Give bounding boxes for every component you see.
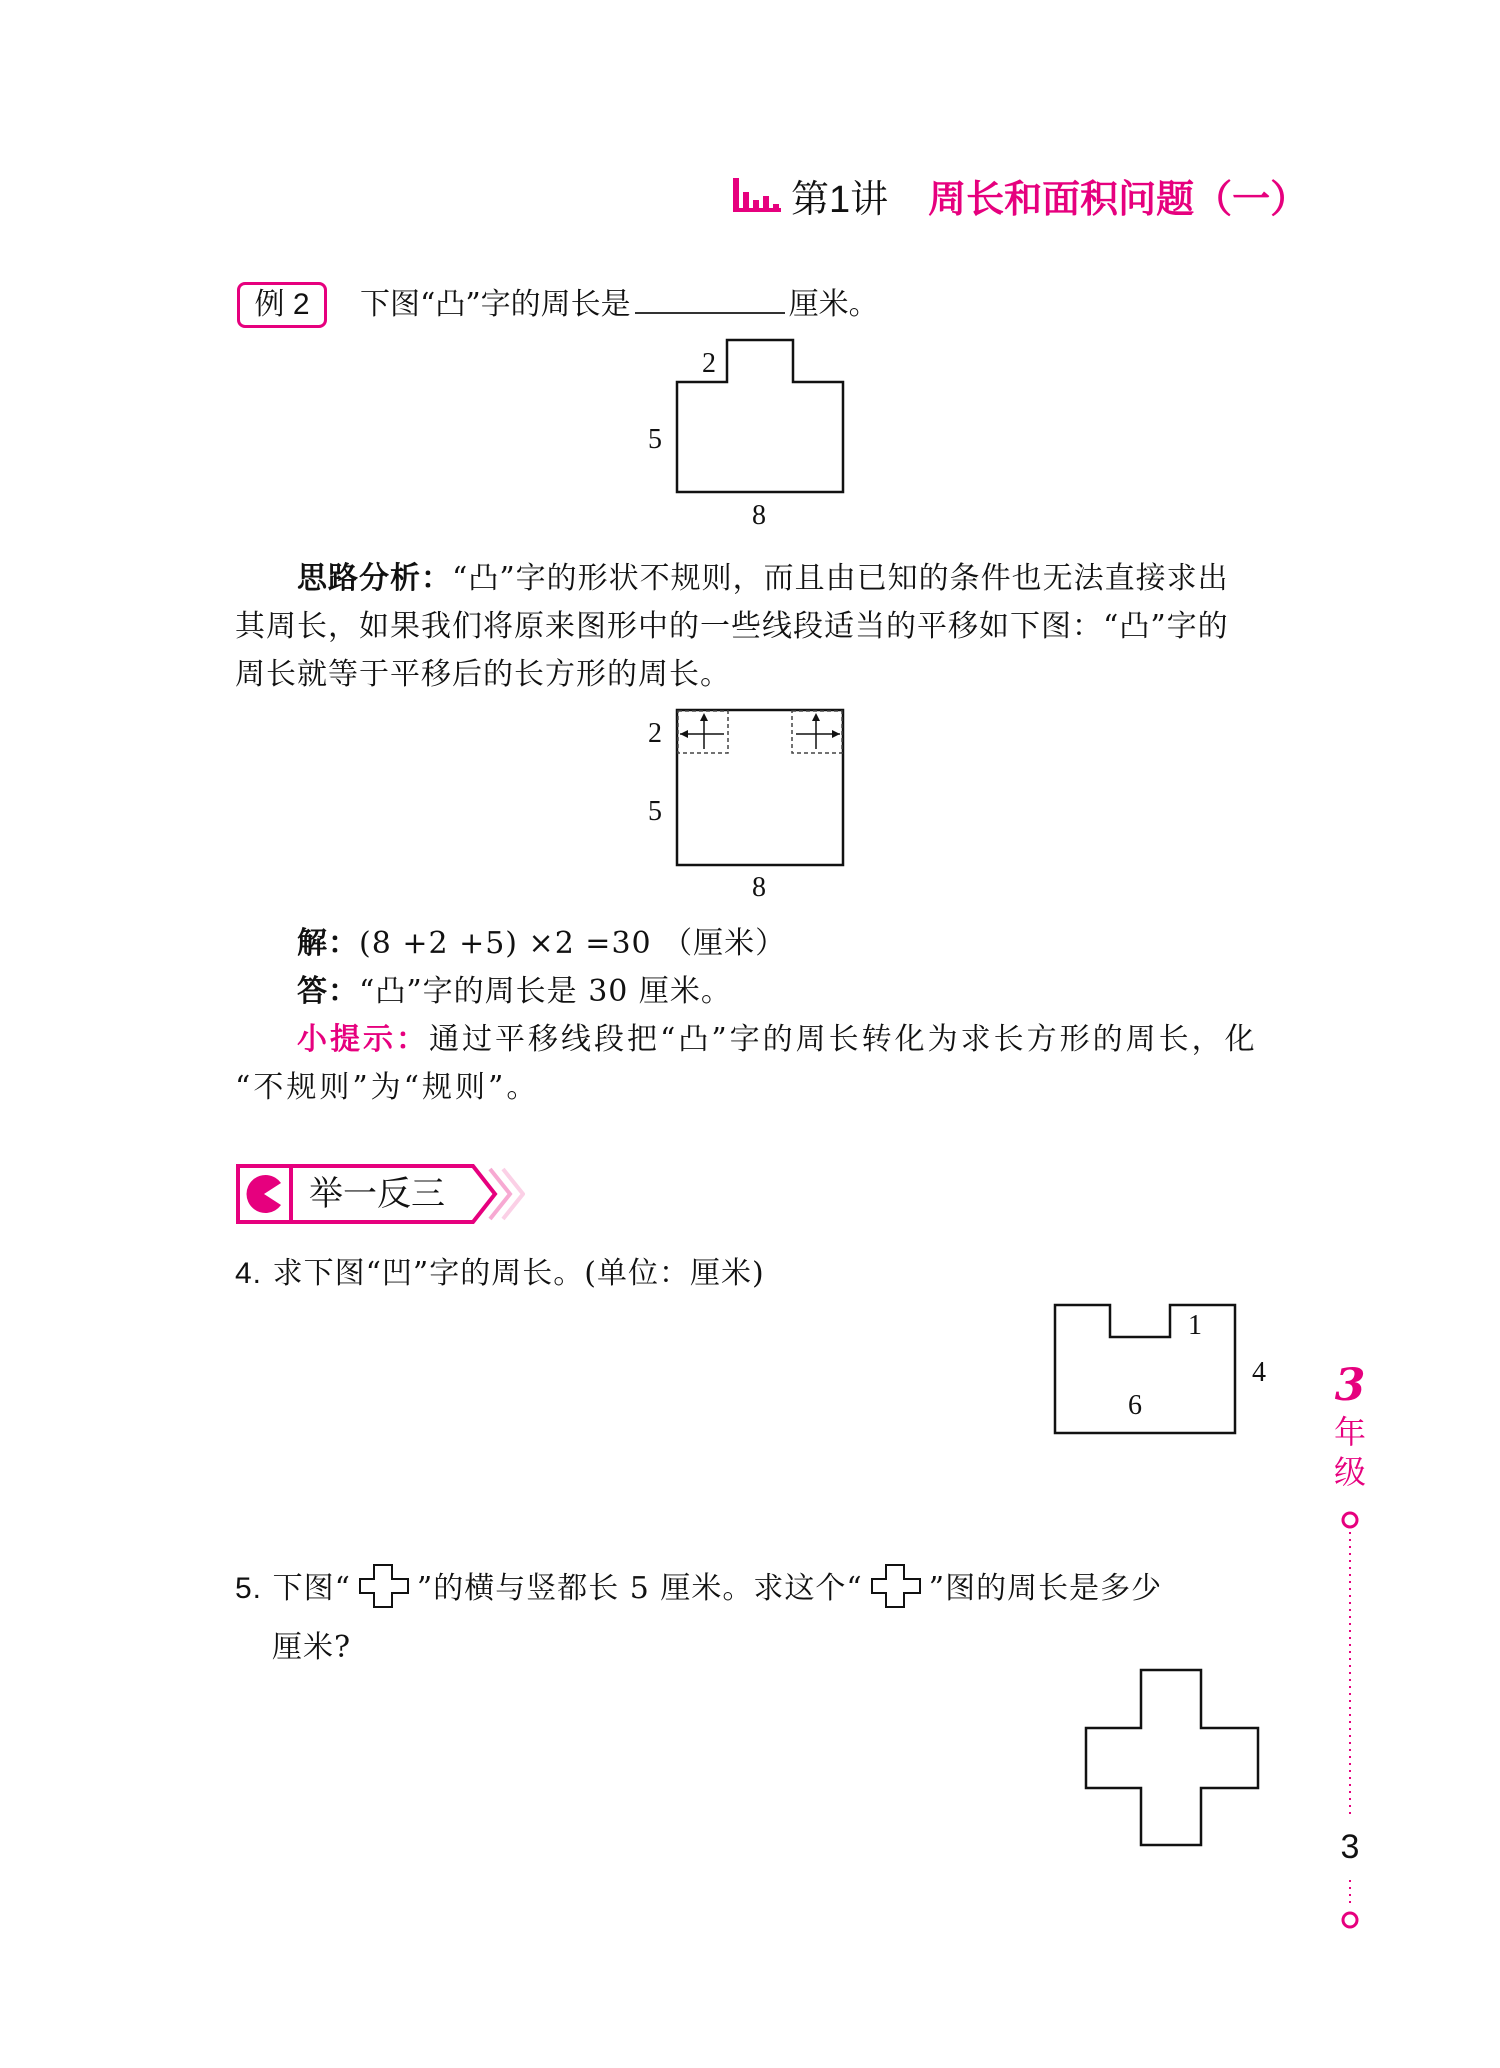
example-question-post: 厘米。 — [788, 287, 879, 322]
tip-line-1 — [297, 1016, 1258, 1064]
concave-shape-figure — [1050, 1300, 1250, 1440]
figure2-label-bottom: 8 — [752, 872, 766, 903]
answer-blank — [635, 282, 785, 314]
section-title: 举一反三 — [309, 1175, 445, 1213]
tip-text-1: 通过平移线段把“凸”字的周长转化为求长方形的周长，化 — [429, 1022, 1258, 1057]
analysis-label: 思路分析： — [297, 562, 452, 595]
page-header — [733, 165, 1308, 225]
answer-text: “凸”字的周长是 30 厘米。 — [359, 974, 732, 1009]
problem-5-text-a: 下图“ — [272, 1571, 351, 1606]
answer-line — [297, 968, 732, 1016]
tip-line-2: “不规则”为“规则”。 — [235, 1070, 540, 1105]
problem-4-label-bottom: 6 — [1128, 1390, 1142, 1421]
analysis-text-1: “凸”字的形状不规则，而且由已知的条件也无法直接求出 — [452, 561, 1229, 596]
solution-label: 解： — [297, 927, 359, 960]
problem-5-line-1 — [235, 1562, 1162, 1613]
example-question-pre: 下图“凸”字的周长是 — [360, 287, 631, 322]
lecture-number: 第1讲 — [791, 178, 889, 221]
figure1-label-bottom: 8 — [752, 500, 766, 531]
cross-shape-figure — [1082, 1665, 1262, 1850]
tip-label: 小提示： — [297, 1023, 429, 1056]
analysis-line-2: 其周长，如果我们将原来图形中的一些线段适当的平移如下图：“凸”字的 — [235, 609, 1229, 644]
grade-number: 3 — [1334, 1360, 1366, 1411]
problem-4-number: 4. — [235, 1257, 263, 1290]
lecture-title: 周长和面积问题（一） — [928, 175, 1309, 221]
figure1-label-top: 2 — [702, 348, 716, 379]
problem-4-text: 求下图“凹”字的周长。(单位：厘米) — [272, 1256, 765, 1291]
pacman-icon — [244, 1174, 284, 1214]
analysis-line-3: 周长就等于平移后的长方形的周长。 — [235, 657, 731, 692]
translated-rectangle-figure — [660, 705, 860, 875]
problem-5-text-b: ”的横与竖都长 5 厘米。求这个“ — [416, 1571, 863, 1606]
bar-chart-icon — [733, 178, 781, 212]
solution-line — [297, 920, 786, 968]
solution-text: (8 +2 +5) ×2 =30 （厘米） — [359, 926, 787, 961]
cross-inline-icon-2 — [869, 1562, 923, 1610]
problem-5-number: 5. — [235, 1572, 263, 1605]
figure2-label-side: 5 — [648, 796, 662, 827]
figure2-label-top: 2 — [648, 718, 662, 749]
figure1-label-side: 5 — [648, 424, 662, 455]
problem-5-text-c: ”图的周长是多少 — [928, 1571, 1163, 1606]
grade-label-char-2: 级 — [1333, 1454, 1366, 1490]
page-number: 3 — [1340, 1828, 1360, 1866]
problem-4-label-side: 4 — [1252, 1357, 1266, 1388]
grade-label-char-1: 年 — [1333, 1414, 1366, 1450]
example-question — [360, 282, 879, 328]
problem-4-label-notch: 1 — [1188, 1310, 1202, 1341]
answer-label: 答： — [297, 975, 359, 1008]
grade-label — [1320, 1412, 1380, 1492]
side-dotted-line — [1336, 1510, 1364, 1930]
problem-4 — [235, 1250, 765, 1298]
cross-inline-icon — [357, 1562, 411, 1610]
problem-5-line-2: 厘米? — [272, 1630, 352, 1665]
example-tag: 例 2 — [237, 282, 327, 328]
analysis-line-1 — [297, 555, 1229, 603]
